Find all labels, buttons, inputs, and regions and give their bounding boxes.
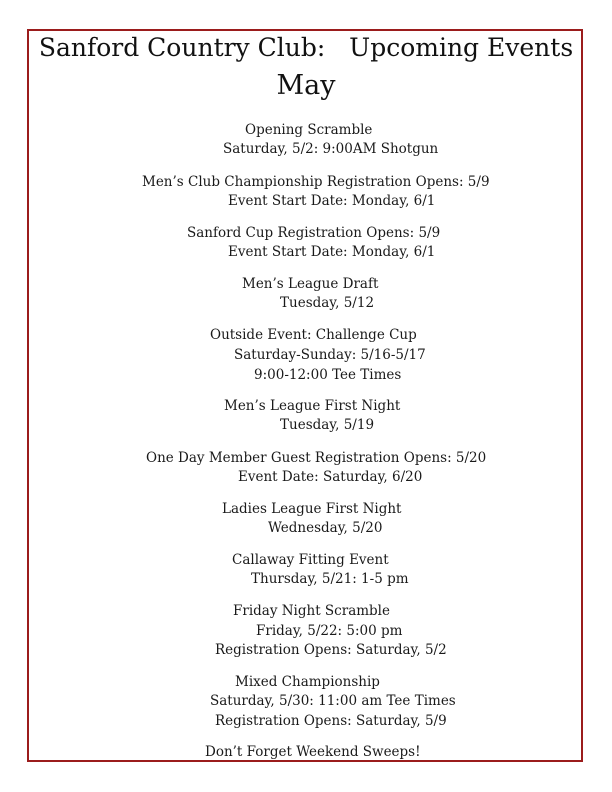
event-mixed-championship-date: Saturday, 5/30: 11:00 am Tee Times [210, 693, 456, 709]
event-challenge-cup-tee-times: 9:00-12:00 Tee Times [254, 367, 402, 383]
event-mens-league-draft-name: Men’s League Draft [242, 276, 379, 292]
event-mens-league-draft-date: Tuesday, 5/12 [280, 295, 375, 311]
event-sanford-cup-name: Sanford Cup Registration Opens: 5/9 [187, 225, 441, 241]
event-member-guest-name: One Day Member Guest Registration Opens: 5/20 [146, 450, 487, 466]
event-ladies-league-name: Ladies League First Night [222, 501, 402, 517]
event-friday-night-scramble-date: Friday, 5/22: 5:00 pm [256, 623, 403, 639]
event-callaway-fitting-name: Callaway Fitting Event [232, 552, 389, 568]
event-mixed-championship-name: Mixed Championship [235, 674, 380, 690]
event-callaway-fitting-date: Thursday, 5/21: 1-5 pm [251, 571, 409, 587]
event-mens-club-championship-date: Event Start Date: Monday, 6/1 [228, 193, 436, 209]
page-title: Sanford Country Club: Upcoming Events [38, 33, 574, 62]
event-sanford-cup-date: Event Start Date: Monday, 6/1 [228, 244, 436, 260]
event-ladies-league-date: Wednesday, 5/20 [268, 520, 383, 536]
event-friday-night-scramble-registration: Registration Opens: Saturday, 5/2 [215, 642, 447, 658]
event-mens-club-championship-name: Men’s Club Championship Registration Opens: 5/9 [142, 174, 490, 190]
event-friday-night-scramble-name: Friday Night Scramble [233, 603, 390, 619]
event-challenge-cup-dates: Saturday-Sunday: 5/16-5/17 [234, 347, 426, 363]
event-mixed-championship-registration: Registration Opens: Saturday, 5/9 [215, 713, 447, 729]
event-opening-scramble-name: Opening Scramble [245, 122, 373, 138]
event-opening-scramble-date: Saturday, 5/2: 9:00AM Shotgun [223, 141, 439, 157]
page-subtitle-month: May [276, 70, 336, 101]
footer-note: Don’t Forget Weekend Sweeps! [205, 744, 421, 760]
event-member-guest-date: Event Date: Saturday, 6/20 [238, 469, 423, 485]
event-challenge-cup-name: Outside Event: Challenge Cup [210, 327, 417, 343]
event-mens-league-first-night-name: Men’s League First Night [224, 398, 401, 414]
event-mens-league-first-night-date: Tuesday, 5/19 [280, 417, 375, 433]
